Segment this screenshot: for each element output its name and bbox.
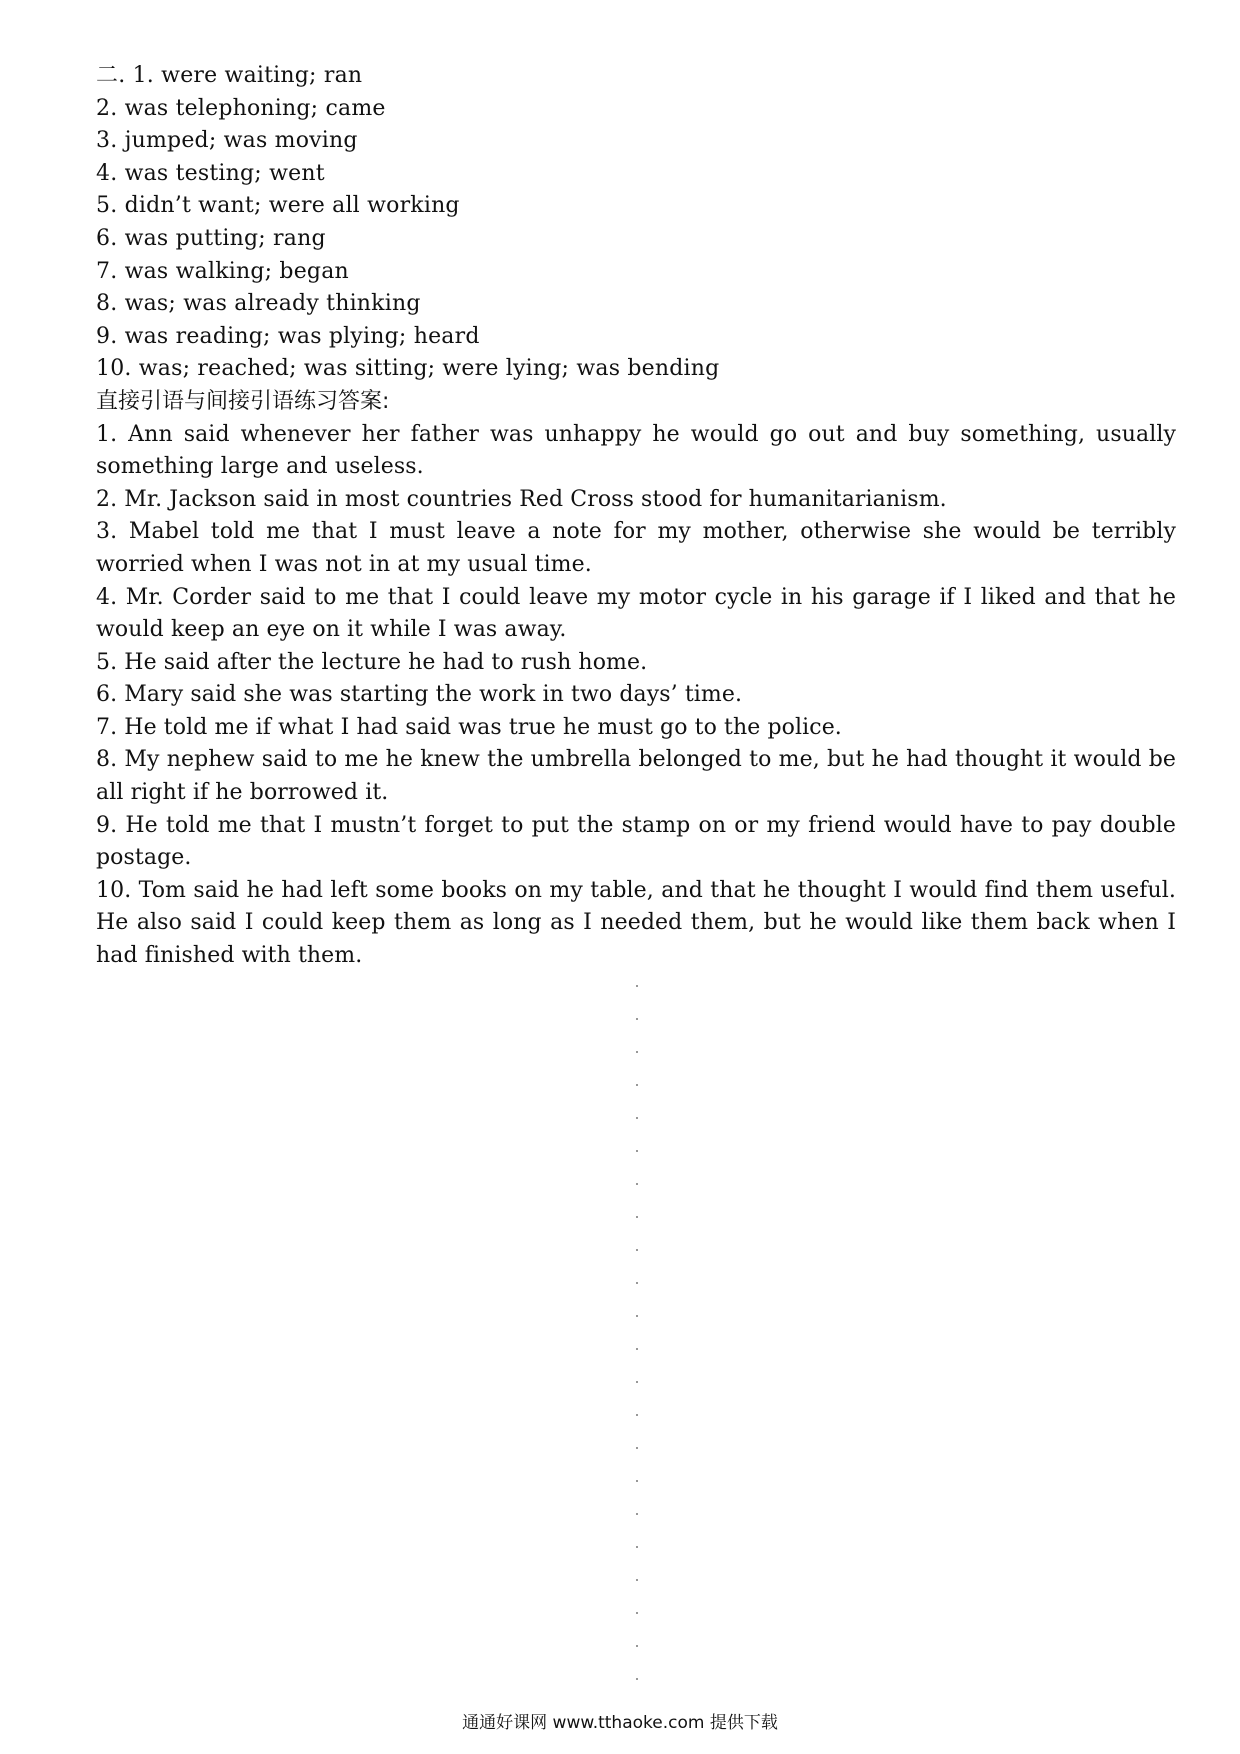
section-two-answers (96, 60, 1176, 386)
separator-dot (636, 1381, 638, 1383)
separator-dot (636, 1612, 638, 1614)
separator-dot (636, 1084, 638, 1086)
answer-line: 二. 1. were waiting; ran (96, 63, 363, 88)
separator-dot (636, 1480, 638, 1482)
separator-dot (636, 1579, 638, 1581)
separator-dot (636, 1051, 638, 1053)
separator-dot (636, 1348, 638, 1350)
answer-paragraph: 2. Mr. Jackson said in most countries Red Cross stood for humanitarianism. (96, 486, 947, 512)
answer-line: 7. was walking; began (96, 258, 349, 284)
answer-line: 6. was putting; rang (96, 225, 326, 251)
separator-dot (636, 1447, 638, 1449)
separator-dot (636, 1216, 638, 1218)
answer-paragraph: 8. My nephew said to me he knew the umbrella belonged to me, but he had thought it would be all right if he borrowed it. (96, 747, 1176, 806)
answer-paragraph: 1. Ann said whenever her father was unhappy he would go out and buy something, usually something large and useless. (96, 421, 1176, 480)
answer-line: 10. was; reached; was sitting; were lying; was bending (96, 356, 720, 382)
answer-line: 8. was; was already thinking (96, 291, 421, 317)
separator-dot (636, 1645, 638, 1647)
answer-paragraph: 6. Mary said she was starting the work in two days’ time. (96, 682, 743, 708)
separator-dot (636, 985, 638, 987)
answer-paragraph: 9. He told me that I mustn’t forget to put the stamp on or my friend would have to pay double postage. (96, 812, 1176, 871)
separator-dot (636, 1018, 638, 1020)
separator-dot (636, 1414, 638, 1416)
answer-line: 9. was reading; was plying; heard (96, 323, 480, 349)
dotted-separator (636, 985, 640, 1685)
document-page (96, 60, 1176, 973)
page-footer: 通通好课网 www.tthaoke.com 提供下载 (462, 1713, 778, 1733)
answer-line: 4. was testing; went (96, 160, 325, 186)
separator-dot (636, 1546, 638, 1548)
separator-dot (636, 1513, 638, 1515)
answer-paragraph: 7. He told me if what I had said was true he must go to the police. (96, 714, 842, 740)
separator-dot (636, 1249, 638, 1251)
answer-line: 3. jumped; was moving (96, 128, 358, 154)
separator-dot (636, 1183, 638, 1185)
separator-dot (636, 1282, 638, 1284)
reported-speech-answers (96, 419, 1176, 973)
separator-dot (636, 1678, 638, 1680)
answer-paragraph: 3. Mabel told me that I must leave a note for my mother, otherwise she would be terribly worried when I was not in at my usual time. (96, 519, 1176, 577)
answer-line: 5. didn’t want; were all working (96, 193, 460, 219)
separator-dot (636, 1117, 638, 1119)
reported-speech-heading: 直接引语与间接引语练习答案: (96, 388, 390, 414)
answer-paragraph: 4. Mr. Corder said to me that I could leave my motor cycle in his garage if I liked and that he would keep an eye on it while I was away. (96, 584, 1176, 643)
answer-line: 2. was telephoning; came (96, 95, 386, 121)
separator-dot (636, 1315, 638, 1317)
answer-paragraph: 10. Tom said he had left some books on my table, and that he thought I would find them useful. He also said I could keep them as long as I needed them, but he would like them back when I had finished with them. (96, 877, 1176, 969)
answer-paragraph: 5. He said after the lecture he had to rush home. (96, 649, 648, 675)
separator-dot (636, 1150, 638, 1152)
